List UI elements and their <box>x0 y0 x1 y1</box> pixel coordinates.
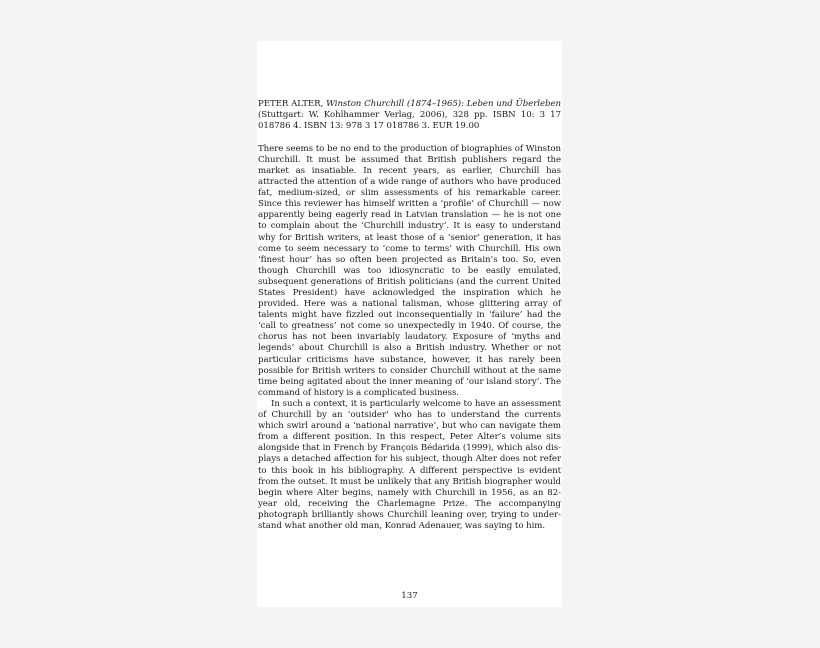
book-citation <box>258 99 561 132</box>
citation-details: (Stuttgart: W. Kohlhammer Verlag, 2006), 328 pp. ISBN 10: 3 17 018786 4. ISBN 13: 978 3 17 018786 3. EUR 19.00 <box>258 110 561 132</box>
paragraph: In such a context, it is particularly welcome to have an assessment of Churchill by an ‘outsider’ who has to understand the currents which swirl around a ‘national narrative’, but who can navigate them from a different position. In this respect, Peter Alter’s volume sits alongside that in French by François Bédarida (1999), which also displays a detached affection for his subject, though Alter does not refer to this book in his bibliography. A different perspective is evident from the outset. It must be unlikely that any British biographer would begin where Alter begins, namely with Churchill in 1956, as an 82-year old, receiving the Charlemagne Prize. The accompanying photograph brilliantly shows Churchill leaning over, trying to understand what another old man, Konrad Adenauer, was saying to him. <box>258 398 561 531</box>
review-body <box>258 144 561 532</box>
review-content <box>258 99 561 532</box>
page-number: 137 <box>401 591 418 601</box>
document-page <box>257 41 562 607</box>
citation-author: PETER ALTER, <box>258 99 324 109</box>
paragraph: There seems to be no end to the production of biographies of Winston Churchill. It must be assumed that British publishers regard the market as insatiable. In recent years, as earlier, Churchill has attracted the attention of a wide range of authors who have produced fat, medium-sized, or slim assessments of his remarkable career. Since this reviewer has himself written a ‘profile’ of Churchill — now apparently being eagerly read in Latvian translation — he is not one to complain about the ‘Churchill industry’. It is easy to understand why for British writers, at least those of a ‘senior’ generation, it has come to seem necessary to ‘come to terms’ with Churchill. His own ‘finest hour’ has so often been projected as Britain’s too. So, even though Churchill was too idiosyncratic to be easily emulated, subsequent generations of British politicians (and the current United States President) have acknowledged the inspiration which he provided. Here was a national talisman, whose glittering array of talents might have fizzled out inconsequentially in ‘failure’ had the ‘call to greatness’ not come so unexpectedly in 1940. Of course, the chorus has not been invariably laudatory. Exposure of ‘myths and legends’ about Churchill is also a British industry. Whether or not particular criticisms have substance, however, it has rarely been possible for British writers to consider Churchill without at the same time being agitated about the inner meaning of ‘our island story’. The command of history is a complicated business. <box>258 143 561 398</box>
citation-title: Winston Churchill (1874–1965): Leben und Überleben <box>326 99 561 109</box>
